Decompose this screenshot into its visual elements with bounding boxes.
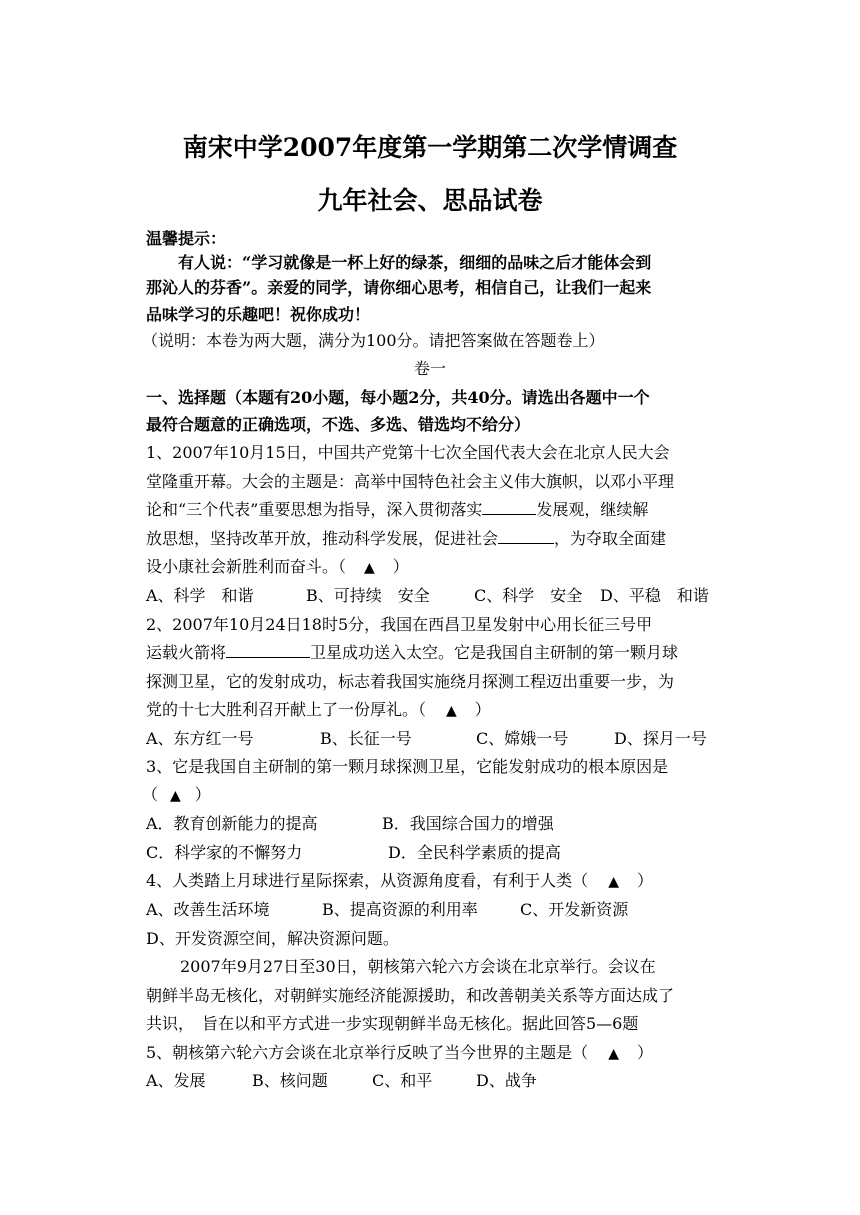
- question-1-line: 1、2007年10月15日，中国共产党第十七次全国代表大会在北京人民大会: [146, 443, 670, 462]
- option-b: B、长征一号: [320, 729, 412, 748]
- option-c: C、开发新资源: [520, 900, 629, 919]
- section-heading: 一、选择题（本题有20小题，每小题2分，共40分。请选出各题中一个: [146, 388, 650, 407]
- option-a: A、发展: [146, 1071, 206, 1090]
- question-2-line: 2、2007年10月24日18时5分，我国在西昌卫星发射中心用长征三号甲: [146, 615, 653, 634]
- answer-mark-icon: ▲: [608, 1046, 619, 1062]
- answer-blank: [498, 529, 554, 544]
- tip-line: 那沁人的芬香”。亲爱的同学，请你细心思考，相信自己，让我们一起来: [146, 278, 652, 297]
- tip-heading: 温馨提示：: [146, 229, 227, 248]
- option-d: D、探月一号: [614, 729, 707, 748]
- option-c: C．科学家的不懈努力: [146, 843, 303, 862]
- material-text: 共识， 旨在以和平方式进一步实现朝鲜半岛无核化。据此回答5—6题: [146, 1014, 639, 1033]
- section-heading: 最符合题意的正确选项，不选、多选、错选均不给分）: [146, 415, 531, 434]
- tip-line: 品味学习的乐趣吧！祝你成功！: [146, 305, 371, 324]
- question-1-line: 设小康社会新胜利而奋斗。（ ▲ ）: [146, 557, 409, 576]
- exam-note: （说明：本卷为两大题，满分为100分。请把答案做在答题卷上）: [142, 331, 605, 350]
- option-d: D、平稳 和谐: [600, 586, 709, 605]
- option-b: B、提高资源的利用率: [322, 900, 478, 919]
- answer-blank: [482, 500, 536, 515]
- option-c: C、嫦娥一号: [476, 729, 569, 748]
- option-d: D、战争: [476, 1071, 537, 1090]
- option-a: A．教育创新能力的提高: [146, 814, 318, 833]
- answer-mark-icon: ▲: [446, 703, 457, 719]
- page-subtitle: 九年社会、思品试卷: [317, 186, 543, 215]
- question-2-line: 党的十七大胜利召开献上了一份厚礼。（ ▲ ）: [146, 700, 491, 719]
- option-d: D．全民科学素质的提高: [388, 843, 561, 862]
- question-1-line: 论和“三个代表”重要思想为指导，深入贯彻落实 发展观，继续解: [146, 500, 649, 519]
- answer-mark-icon: ▲: [170, 788, 181, 804]
- option-a: A、科学 和谐: [146, 586, 254, 605]
- option-b: B、可持续 安全: [306, 586, 430, 605]
- answer-blank: [226, 643, 310, 658]
- question-4-line: 4、人类踏上月球进行星际探索，从资源角度看，有利于人类（ ▲ ）: [146, 871, 653, 890]
- option-a: A、东方红一号: [146, 729, 254, 748]
- option-c: C、和平: [372, 1071, 433, 1090]
- option-c: C、科学 安全: [474, 586, 583, 605]
- option-b: B．我国综合国力的增强: [382, 814, 554, 833]
- question-1-line: 放思想，坚持改革开放，推动科学发展，促进社会 ，为夺取全面建: [146, 529, 667, 548]
- material-text: 朝鲜半岛无核化，对朝鲜实施经济能源援助，和改善朝美关系等方面达成了: [146, 986, 675, 1005]
- option-d: D、开发资源空间，解决资源问题。: [146, 929, 399, 948]
- question-2-line: 运载火箭将 卫星成功送入太空。它是我国自主研制的第一颗月球: [146, 643, 679, 662]
- page-title: 南宋中学2007年度第一学期第二次学情调查: [182, 133, 678, 162]
- material-text: 2007年9月27日至30日，朝核第六轮六方会谈在北京举行。会议在: [180, 957, 656, 976]
- answer-mark-icon: ▲: [364, 560, 375, 576]
- question-5-line: 5、朝核第六轮六方会谈在北京举行反映了当今世界的主题是（ ▲ ）: [146, 1043, 653, 1062]
- question-2-line: 探测卫星，它的发射成功，标志着我国实施绕月探测工程迈出重要一步，为: [146, 672, 675, 691]
- tip-line: 有人说：“学习就像是一杯上好的绿茶，细细的品味之后才能体会到: [178, 253, 652, 272]
- question-3-line: （ ▲ ）: [142, 785, 211, 804]
- question-1-line: 堂隆重开幕。大会的主题是：高举中国特色社会主义伟大旗帜，以邓小平理: [146, 472, 675, 491]
- volume-label: 卷一: [413, 359, 446, 378]
- question-3-line: 3、它是我国自主研制的第一颗月球探测卫星，它能发射成功的根本原因是: [146, 757, 669, 776]
- option-a: A、改善生活环境: [146, 900, 270, 919]
- answer-mark-icon: ▲: [608, 874, 619, 890]
- option-b: B、核问题: [252, 1071, 328, 1090]
